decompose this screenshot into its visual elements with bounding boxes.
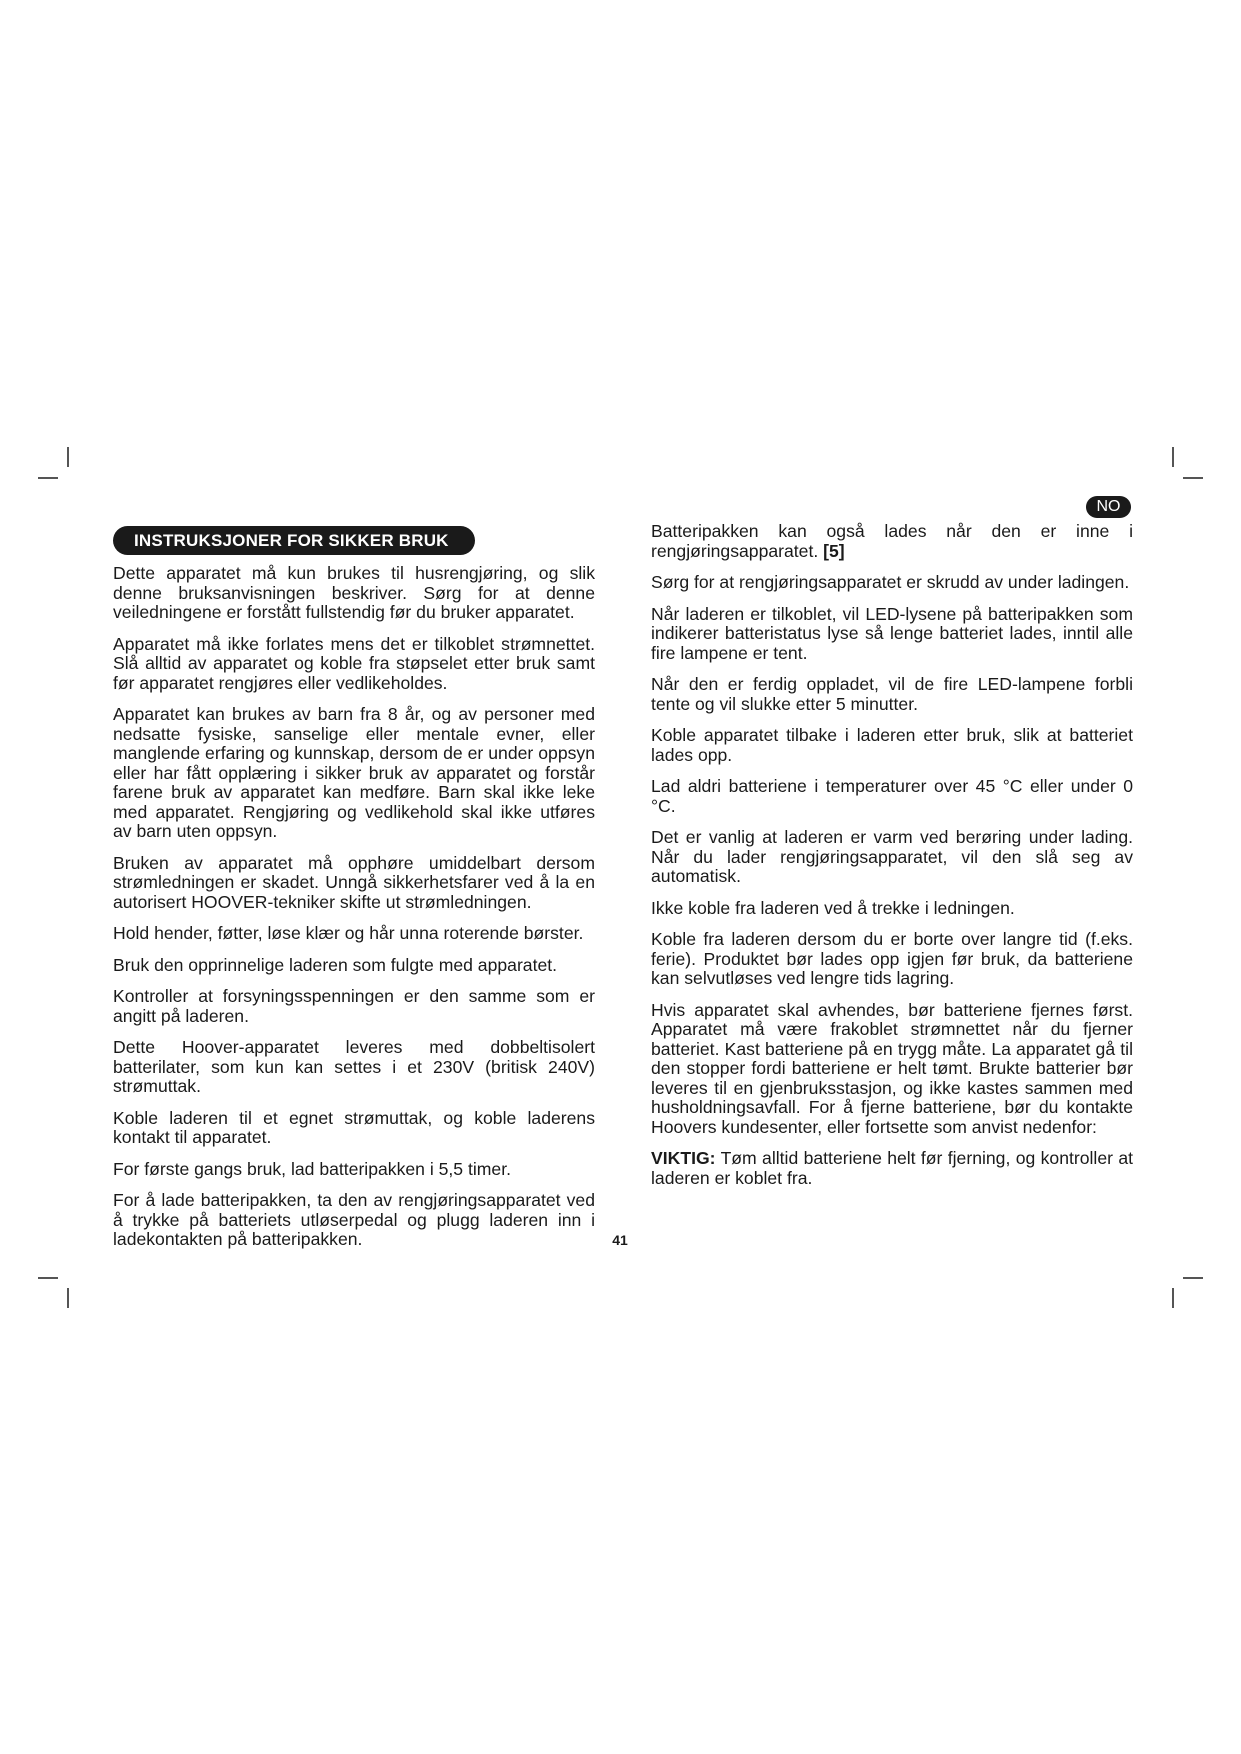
paragraph-text: Batteripakken kan også lades når den er inne i rengjøringsapparatet. [651, 521, 1133, 561]
crop-mark-bottom-left-horizontal [38, 1277, 58, 1279]
paragraph: Hvis apparatet skal avhendes, bør batteriene fjernes først. Apparatet må være frakoblet strømnettet når du fjerner batteriet. Kast batteriene på en trygg måte. La apparatet gå til den stopper fordi batteriene er helt tømt. Brukte batterier bør leveres til en gjenbruksstasjon, og ikke kastes sammen med husholdningsavfall. For å fjerne batteriene, bør du kontakte Hoovers kundesenter, eller fortsette som anvist nedenfor: [651, 999, 1133, 1137]
page-number: 41 [612, 1232, 628, 1248]
section-heading: INSTRUKSJONER FOR SIKKER BRUK [113, 526, 475, 555]
crop-mark-bottom-right-vertical [1172, 1288, 1174, 1308]
left-column [113, 564, 595, 1262]
paragraph: Dette apparatet må kun brukes til husrengjøring, og slik denne bruksanvisningen beskriver. Sørg for at denne veiledningene er forstått fullstendig før du bruker apparatet. [113, 563, 595, 622]
paragraph: Sørg for at rengjøringsapparatet er skrudd av under ladingen. [651, 572, 1130, 592]
crop-mark-bottom-left-vertical [67, 1288, 69, 1308]
paragraph: Når laderen er tilkoblet, vil LED-lysene på batteripakken som indikerer batteristatus lyse så lenge batteriet lades, inntil alle fire lampene er tent. [651, 603, 1133, 663]
paragraph [651, 522, 1133, 561]
paragraph: Koble fra laderen dersom du er borte over langre tid (f.eks. ferie). Produktet bør lades opp igjen før bruk, da batteriene kan selvutløses ved lengre tids lagring. [651, 929, 1133, 988]
crop-mark-top-left-vertical [67, 447, 69, 467]
paragraph: Det er vanlig at laderen er varm ved berøring under lading. Når du lader rengjøringsapparatet, vil den slå seg av automatisk. [651, 827, 1133, 886]
paragraph: Apparatet må ikke forlates mens det er tilkoblet strømnettet. Slå alltid av apparatet og koble fra støpselet etter bruk samt før apparatet rengjøres eller vedlikeholdes. [113, 633, 595, 693]
paragraph: Koble laderen til et egnet strømuttak, og koble laderens kontakt til apparatet. [113, 1107, 595, 1147]
figure-reference: [5] [823, 540, 845, 561]
paragraph: Bruken av apparatet må opphøre umiddelbart dersom strømledningen er skadet. Unngå sikkerhetsfarer ved å la en autorisert HOOVER-tekniker skifte ut strømledningen. [113, 852, 595, 912]
crop-mark-top-right-horizontal [1183, 477, 1203, 479]
paragraph: Når den er ferdig oppladet, vil de fire LED-lampene forbli tente og vil slukke etter 5 minutter. [651, 674, 1133, 714]
paragraph: Dette Hoover-apparatet leveres med dobbeltisolert batterilater, som kun kan settes i et 230V (britisk 240V) strømuttak. [113, 1037, 595, 1096]
language-badge: NO [1086, 496, 1131, 518]
paragraph: Apparatet kan brukes av barn fra 8 år, og av personer med nedsatte fysiske, sanselige eller mentale evner, eller manglende erfaring og kunnskap, dersom de er under oppsyn eller har fått opplæring i sikker bruk av apparatet og forstår farene bruk av apparatet kan medføre. Barn skal ikke leke med apparatet. Rengjøring og vedlikehold skal ikke utføres av barn uten oppsyn. [113, 704, 595, 841]
important-label: VIKTIG: [651, 1148, 716, 1168]
paragraph: Ikke koble fra laderen ved å trekke i ledningen. [651, 897, 1015, 918]
crop-mark-bottom-right-horizontal [1183, 1277, 1203, 1279]
crop-mark-top-left-horizontal [38, 477, 58, 479]
right-column [651, 522, 1133, 1200]
paragraph: Bruk den opprinnelige laderen som fulgte med apparatet. [113, 954, 558, 975]
paragraph: Hold hender, føtter, løse klær og hår unna roterende børster. [113, 923, 584, 943]
paragraph-text: Tøm alltid batteriene helt før fjerning, og kontroller at laderen er koblet fra. [651, 1148, 1134, 1188]
crop-mark-top-right-vertical [1172, 447, 1174, 467]
paragraph: Koble apparatet tilbake i laderen etter bruk, slik at batteriet lades opp. [651, 725, 1133, 765]
paragraph: Lad aldri batteriene i temperaturer over 45 °C eller under 0 °C. [651, 776, 1133, 816]
paragraph: Kontroller at forsyningsspenningen er den samme som er angitt på laderen. [113, 986, 595, 1026]
paragraph [651, 1149, 1133, 1188]
paragraph: For første gangs bruk, lad batteripakken i 5,5 timer. [113, 1158, 511, 1179]
paragraph: For å lade batteripakken, ta den av rengjøringsapparatet ved å trykke på batteriets utløserpedal og plugg laderen inn i ladekontakten på batteripakken. [113, 1190, 595, 1249]
